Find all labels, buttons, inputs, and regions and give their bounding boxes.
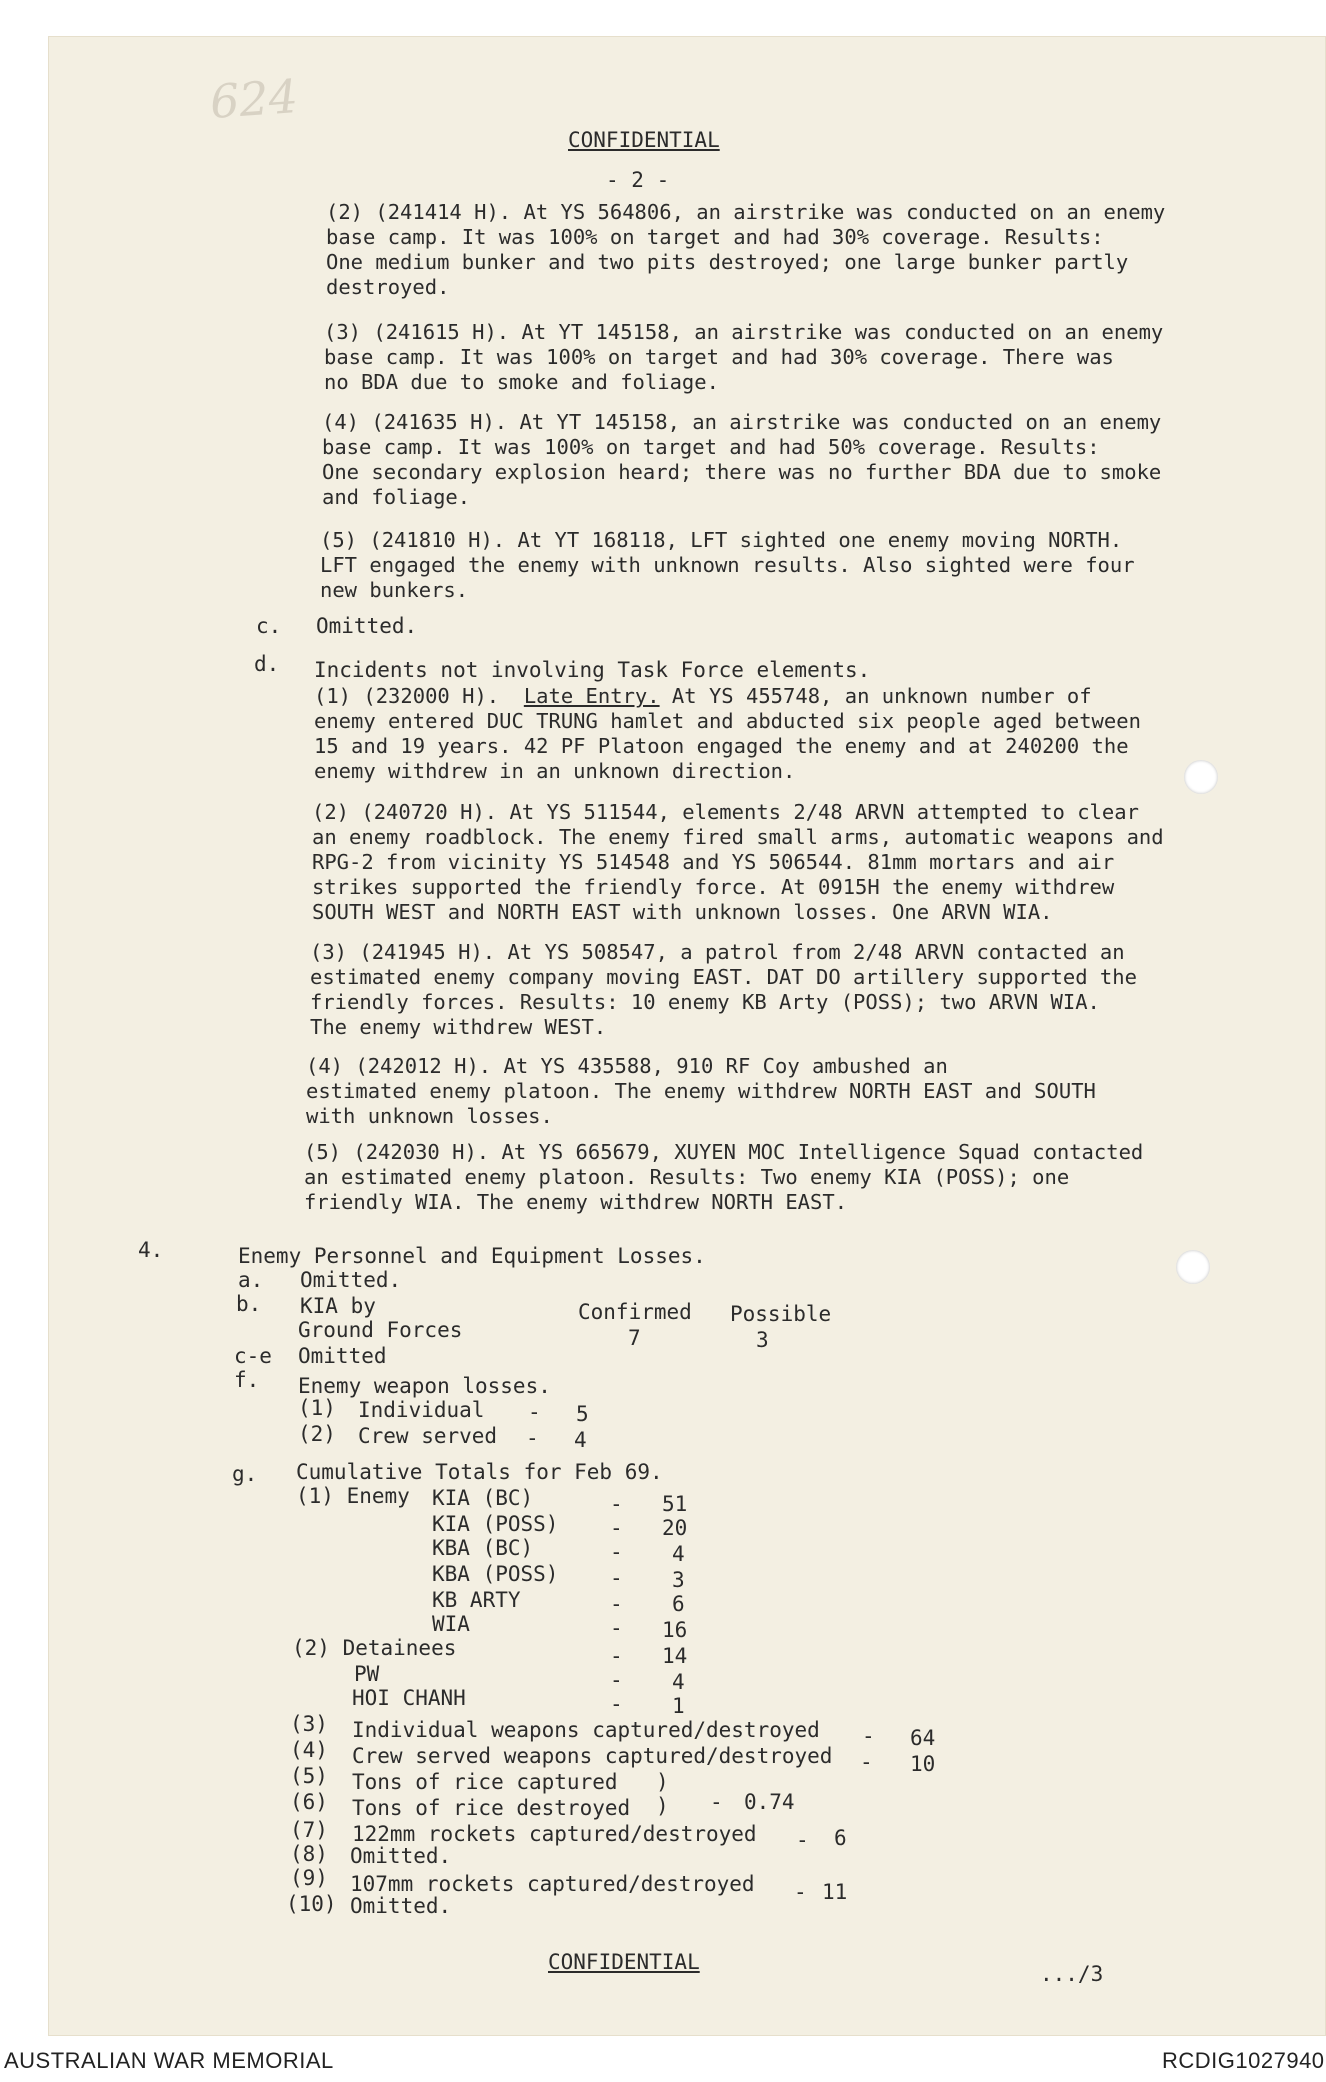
classification-footer: CONFIDENTIAL — [548, 1950, 700, 1974]
cumulative-item-value: 6 — [834, 1826, 847, 1850]
text-line: destroyed. — [326, 275, 450, 299]
text-line — [306, 1054, 1096, 1079]
weapon-loss-label: Individual — [358, 1398, 485, 1422]
incident-2 — [312, 800, 1164, 925]
cumulative-row-label: KBA (POSS) — [432, 1562, 559, 1586]
text-line: an estimated enemy platoon. Results: Two enemy KIA (POSS); one — [304, 1165, 1070, 1189]
section-c-letter: c. — [256, 614, 282, 638]
cumulative-row-dash: - — [610, 1668, 623, 1692]
incident-dtg: (1) (232000 H). — [314, 684, 500, 708]
text-line: (3) (241615 H). At YT 145158, an airstrike was conducted on an enemy — [324, 320, 1164, 344]
weapon-loss-dash: - — [528, 1400, 541, 1424]
cumulative-item-num: (8) — [290, 1842, 328, 1866]
archive-reference: RCDIG1027940 — [1162, 2048, 1325, 2073]
text-line: One secondary explosion heard; there was no further BDA due to smoke — [322, 460, 1162, 484]
cumulative-item-label: 107mm rockets captured/destroyed — [350, 1872, 755, 1896]
weapon-loss-value: 5 — [576, 1402, 589, 1426]
cumulative-item-dash: - — [710, 1790, 723, 1814]
text-line: base camp. It was 100% on target and had 30% coverage. There was — [324, 345, 1114, 369]
section-4-number: 4. — [138, 1238, 164, 1262]
cumulative-row-label: KIA (BC) — [432, 1486, 534, 1510]
text-line — [312, 800, 1164, 825]
column-header-confirmed: Confirmed — [578, 1300, 692, 1324]
cumulative-item-label: Individual weapons captured/destroyed — [352, 1718, 820, 1742]
incident-dtg: (5) (242030 H). — [304, 1140, 490, 1164]
text-line: LFT engaged the enemy with unknown results. Also sighted were four — [320, 553, 1135, 577]
section-d-text: Incidents not involving Task Force elements. — [314, 658, 871, 682]
section-4-title: Enemy Personnel and Equipment Losses. — [238, 1244, 706, 1268]
punch-hole-lower — [1176, 1250, 1210, 1284]
cumulative-item-num: (7) — [290, 1818, 328, 1842]
cumulative-row-value: 6 — [672, 1592, 685, 1616]
cumulative-row-dash: - — [610, 1566, 623, 1590]
text-line: (4) (241635 H). At YT 145158, an airstrike was conducted on an enemy — [322, 410, 1162, 434]
incident-dtg: (3) (241945 H). — [310, 940, 496, 964]
incident-3 — [310, 940, 1137, 1040]
cumulative-row-label: KBA (BC) — [432, 1536, 534, 1560]
continuation-marker: .../3 — [1040, 1962, 1104, 1986]
incident-5 — [304, 1140, 1143, 1215]
handwritten-folio-number: 624 — [208, 69, 300, 129]
airstrike-5 — [320, 528, 1135, 603]
kia-confirmed-value: 7 — [628, 1326, 641, 1350]
text-line: RPG-2 from vicinity YS 514548 and YS 506544. 81mm mortars and air — [312, 850, 1115, 874]
text-line: new bunkers. — [320, 578, 469, 602]
cumulative-row-value: 51 — [662, 1492, 688, 1516]
cumulative-row-value: 16 — [662, 1618, 688, 1642]
page-number: - 2 - — [606, 168, 670, 192]
weapon-loss-num: (1) — [298, 1396, 336, 1420]
cumulative-item-label: Tons of rice captured — [352, 1770, 618, 1794]
archive-credit: AUSTRALIAN WAR MEMORIAL — [4, 2048, 334, 2073]
cumulative-item-num: (6) — [290, 1790, 328, 1814]
punch-hole-upper — [1184, 760, 1218, 794]
column-header-possible: Possible — [730, 1302, 832, 1326]
weapon-loss-value: 4 — [574, 1428, 587, 1452]
cumulative-row-value: 1 — [672, 1694, 685, 1718]
section-c-text: Omitted. — [316, 614, 418, 638]
text-line: strikes supported the friendly force. At 0915H the enemy withdrew — [312, 875, 1115, 899]
cumulative-item-label: Omitted. — [350, 1844, 452, 1868]
cumulative-item-label: Crew served weapons captured/destroyed — [352, 1744, 833, 1768]
item-a-text: Omitted. — [300, 1268, 402, 1292]
text-line: (5) (241810 H). At YT 168118, LFT sighted one enemy moving NORTH. — [320, 528, 1123, 552]
cumulative-row-dash: - — [610, 1540, 623, 1564]
cumulative-item-value: 11 — [822, 1880, 848, 1904]
weapon-loss-label: Crew served — [358, 1424, 498, 1448]
cumulative-row-dash: - — [610, 1516, 623, 1540]
cumulative-row-dash: - — [610, 1616, 623, 1640]
airstrike-4 — [322, 410, 1161, 510]
cumulative-row-dash: - — [610, 1492, 623, 1516]
text-line: friendly WIA. The enemy withdrew NORTH EAST. — [304, 1190, 848, 1214]
cumulative-item-num: (4) — [290, 1738, 328, 1762]
cumulative-row-label: KB ARTY — [432, 1588, 521, 1612]
text-line: no BDA due to smoke and foliage. — [324, 370, 719, 394]
text-line: One medium bunker and two pits destroyed; one large bunker partly — [326, 250, 1129, 274]
text-line: The enemy withdrew WEST. — [310, 1015, 607, 1039]
cumulative-item-label: Tons of rice destroyed — [352, 1796, 631, 1820]
cumulative-row-value: 3 — [672, 1568, 685, 1592]
cumulative-row-value: 4 — [672, 1670, 685, 1694]
item-f-text: Enemy weapon losses. — [298, 1374, 551, 1398]
section-d-letter: d. — [254, 652, 280, 676]
cumulative-item-dash: - — [794, 1880, 807, 1904]
text-line — [310, 940, 1137, 965]
text-line: base camp. It was 100% on target and had 50% coverage. Results: — [322, 435, 1100, 459]
incident-text: At YS 435588, 910 RF Coy ambushed an — [491, 1054, 948, 1078]
text-line: base camp. It was 100% on target and had 30% coverage. Results: — [326, 225, 1104, 249]
text-line: (2) (241414 H). At YS 564806, an airstrike was conducted on an enemy — [326, 200, 1166, 224]
incident-text: At YS 511544, elements 2/48 ARVN attempted to clear — [497, 800, 1139, 824]
cumulative-item-num: (10) — [286, 1892, 337, 1916]
cumulative-row-dash: - — [610, 1592, 623, 1616]
item-a-letter: a. — [238, 1268, 264, 1292]
cumulative-item-value: 10 — [910, 1752, 936, 1776]
item-ce-letter: c-e — [234, 1344, 272, 1368]
text-line — [314, 684, 1141, 709]
cumulative-item-dash: - — [860, 1750, 873, 1774]
cumulative-item-value: 64 — [910, 1726, 936, 1750]
item-ce-text: Omitted — [298, 1344, 387, 1368]
airstrike-3 — [324, 320, 1163, 395]
rice-brace-top: ) — [656, 1770, 669, 1794]
detainees-label: (2) Detainees — [292, 1636, 457, 1660]
cumulative-item-label: 122mm rockets captured/destroyed — [352, 1822, 757, 1846]
incident-1 — [314, 684, 1141, 784]
cumulative-row-value: 14 — [662, 1644, 688, 1668]
text-line: SOUTH WEST and NORTH EAST with unknown losses. One ARVN WIA. — [312, 900, 1053, 924]
cumulative-row-label: WIA — [432, 1612, 470, 1636]
text-line: friendly forces. Results: 10 enemy KB Arty (POSS); two ARVN WIA. — [310, 990, 1100, 1014]
item-g-letter: g. — [232, 1462, 258, 1486]
incident-dtg: (4) (242012 H). — [306, 1054, 492, 1078]
cumulative-item-value: 0.74 — [744, 1790, 795, 1814]
airstrike-2 — [326, 200, 1165, 300]
text-line: estimated enemy platoon. The enemy withdrew NORTH EAST and SOUTH — [306, 1079, 1096, 1103]
classification-header: CONFIDENTIAL — [568, 128, 720, 152]
cumulative-row-value: 4 — [672, 1542, 685, 1566]
incident-dtg: (2) (240720 H). — [312, 800, 498, 824]
text-line: estimated enemy company moving EAST. DAT DO artillery supported the — [310, 965, 1137, 989]
text-line: 15 and 19 years. 42 PF Platoon engaged the enemy and at 240200 the — [314, 734, 1129, 758]
enemy-label: (1) Enemy — [296, 1484, 410, 1508]
weapon-loss-dash: - — [526, 1426, 539, 1450]
item-g-text: Cumulative Totals for Feb 69. — [296, 1460, 663, 1484]
cumulative-item-dash: - — [862, 1724, 875, 1748]
cumulative-row-dash: - — [610, 1692, 623, 1716]
incident-text: At YS 455748, an unknown number of — [659, 684, 1092, 708]
text-line: and foliage. — [322, 485, 471, 509]
kia-possible-value: 3 — [756, 1328, 769, 1352]
incident-text: At YS 665679, XUYEN MOC Intelligence Squad contacted — [489, 1140, 1144, 1164]
item-b-letter: b. — [236, 1292, 262, 1316]
cumulative-item-num: (9) — [290, 1866, 328, 1890]
rice-brace-bottom: ) — [656, 1794, 669, 1818]
weapon-loss-num: (2) — [298, 1422, 336, 1446]
text-line: enemy entered DUC TRUNG hamlet and abducted six people aged between — [314, 709, 1141, 733]
cumulative-item-num: (5) — [290, 1764, 328, 1788]
item-f-letter: f. — [234, 1368, 260, 1392]
cumulative-row-value: 20 — [662, 1516, 688, 1540]
text-line: an enemy roadblock. The enemy fired small arms, automatic weapons and — [312, 825, 1164, 849]
incident-4 — [306, 1054, 1096, 1129]
cumulative-row-label: PW — [354, 1662, 380, 1686]
incident-text: At YS 508547, a patrol from 2/48 ARVN contacted an — [495, 940, 1125, 964]
cumulative-row-label: KIA (POSS) — [432, 1512, 559, 1536]
late-entry-label: Late Entry. — [523, 684, 660, 708]
cumulative-row-label: HOI CHANH — [352, 1686, 466, 1710]
cumulative-item-dash: - — [796, 1828, 809, 1852]
text-line: enemy withdrew in an unknown direction. — [314, 759, 796, 783]
cumulative-row-dash: - — [610, 1644, 623, 1668]
text-line: with unknown losses. — [306, 1104, 553, 1128]
item-b-text: KIA by — [300, 1294, 376, 1318]
item-b-text-line2: Ground Forces — [298, 1318, 463, 1342]
cumulative-item-label: Omitted. — [350, 1894, 452, 1918]
text-line — [304, 1140, 1143, 1165]
cumulative-item-num: (3) — [290, 1712, 328, 1736]
